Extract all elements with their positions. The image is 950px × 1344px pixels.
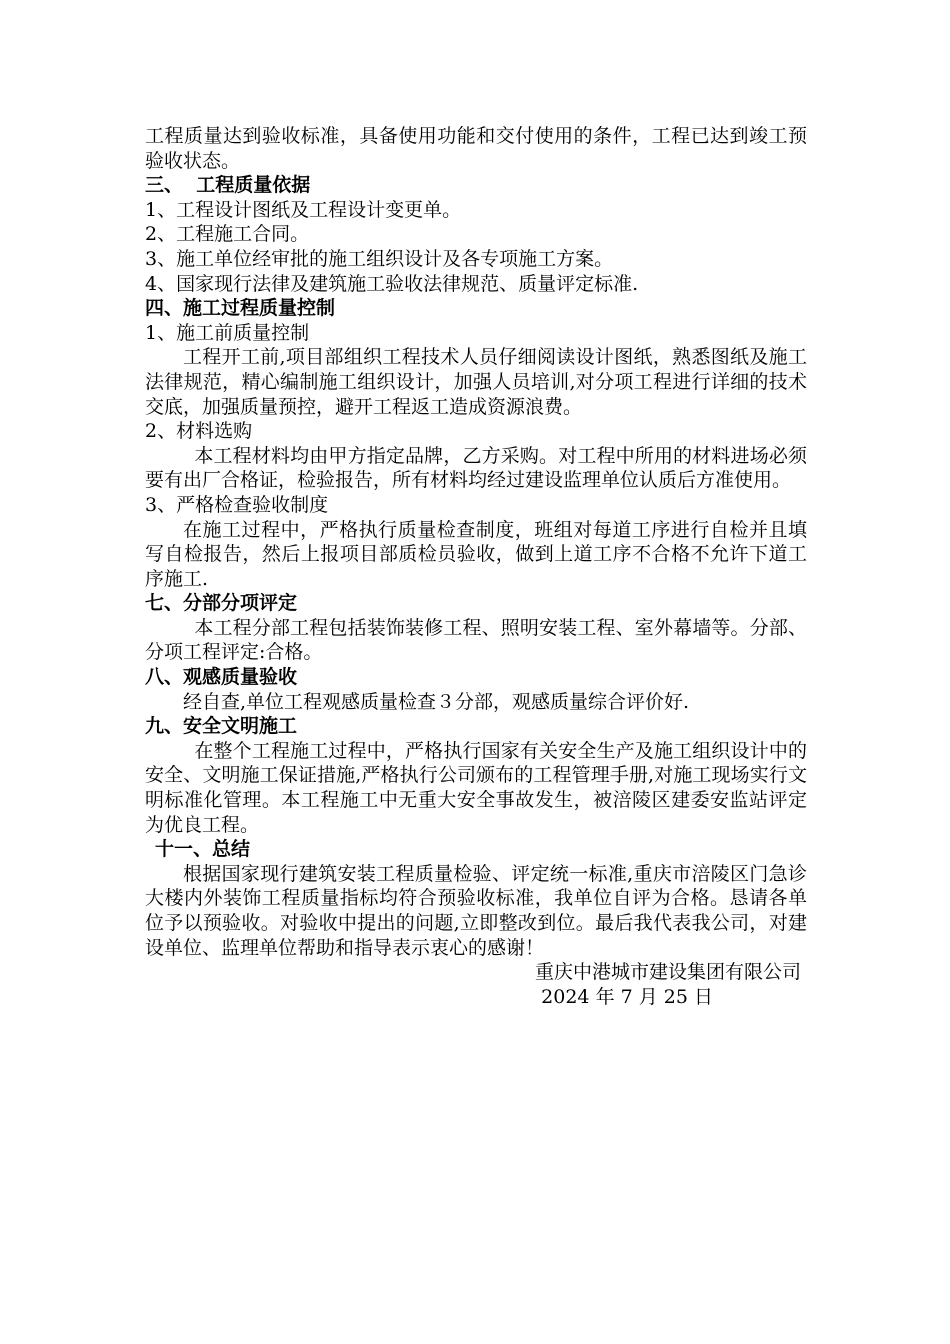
- section-7-text: 本工程分部工程包括装饰装修工程、照明安装工程、室外幕墙等。分部、分项工程评定:合格。: [145, 616, 807, 664]
- section-3-item-1: 1、工程设计图纸及工程设计变更单。: [145, 198, 462, 221]
- section-3-item-2: 2、工程施工合同。: [145, 223, 310, 246]
- section-8-text: 经自查,单位工程观感质量检查３分部，观感质量综合评价好.: [183, 690, 690, 713]
- signature-company: 重庆中港城市建设集团有限公司: [534, 961, 801, 984]
- section-4-sub-3-text: 在施工过程中，严格执行质量检查制度，班组对每道工序进行自检并且填写自检报告，然后上报项目部质检员验收，做到上道工序不合格不允许下道工序施工.: [145, 518, 807, 590]
- signature-date: 2024 年 7 月 25 日: [541, 985, 713, 1008]
- section-11-heading: 十一、总结: [155, 838, 251, 861]
- section-4-sub-1-title: 1、施工前质量控制: [145, 321, 310, 344]
- section-9-heading: 九、安全文明施工: [145, 715, 298, 738]
- section-3-heading: 三、 工程质量依据: [145, 174, 311, 197]
- section-3-item-3: 3、施工单位经审批的施工组织设计及各专项施工方案。: [145, 247, 614, 270]
- section-8-heading: 八、观感质量验收: [145, 666, 298, 689]
- section-4-heading: 四、施工过程质量控制: [145, 297, 336, 320]
- section-9-text: 在整个工程施工过程中，严格执行国家有关安全生产及施工组织设计中的安全、文明施工保证措施,严格执行公司颁布的工程管理手册,对施工现场实行文明标准化管理。本工程施工中无重大安全事故发生，被涪陵区建委安监站评定为优良工程。: [145, 739, 807, 836]
- section-4-sub-3-title: 3、严格检查验收制度: [145, 493, 329, 516]
- document-page: [145, 124, 807, 1009]
- section-4-sub-2-text: 本工程材料均由甲方指定品牌，乙方采购。对工程中所用的材料进场必须要有出厂合格证，检验报告，所有材料均经过建设监理单位认质后方准使用。: [145, 444, 807, 492]
- intro-paragraph: 工程质量达到验收标准，具备使用功能和交付使用的条件，工程已达到竣工预验收状态。: [145, 125, 807, 172]
- section-7-heading: 七、分部分项评定: [145, 592, 298, 615]
- section-4-sub-1-text: 工程开工前,项目部组织工程技术人员仔细阅读设计图纸，熟悉图纸及施工法律规范，精心编制施工组织设计，加强人员培训,对分项工程进行详细的技术交底，加强质量预控，避开工程返工造成资源浪费。: [145, 346, 807, 418]
- section-11-text: 根据国家现行建筑安装工程质量检验、评定统一标准,重庆市涪陵区门急诊大楼内外装饰工程质量指标均符合预验收标准，我单位自评为合格。恳请各单位予以预验收。对验收中提出的问题,立即整改到位。最后我代表我公司，对建设单位、监理单位帮助和指导表示衷心的感谢！: [145, 862, 807, 959]
- section-4-sub-2-title: 2、材料选购: [145, 420, 253, 443]
- section-3-item-4: 4、国家现行法律及建筑施工验收法律规范、质量评定标准.: [145, 272, 639, 295]
